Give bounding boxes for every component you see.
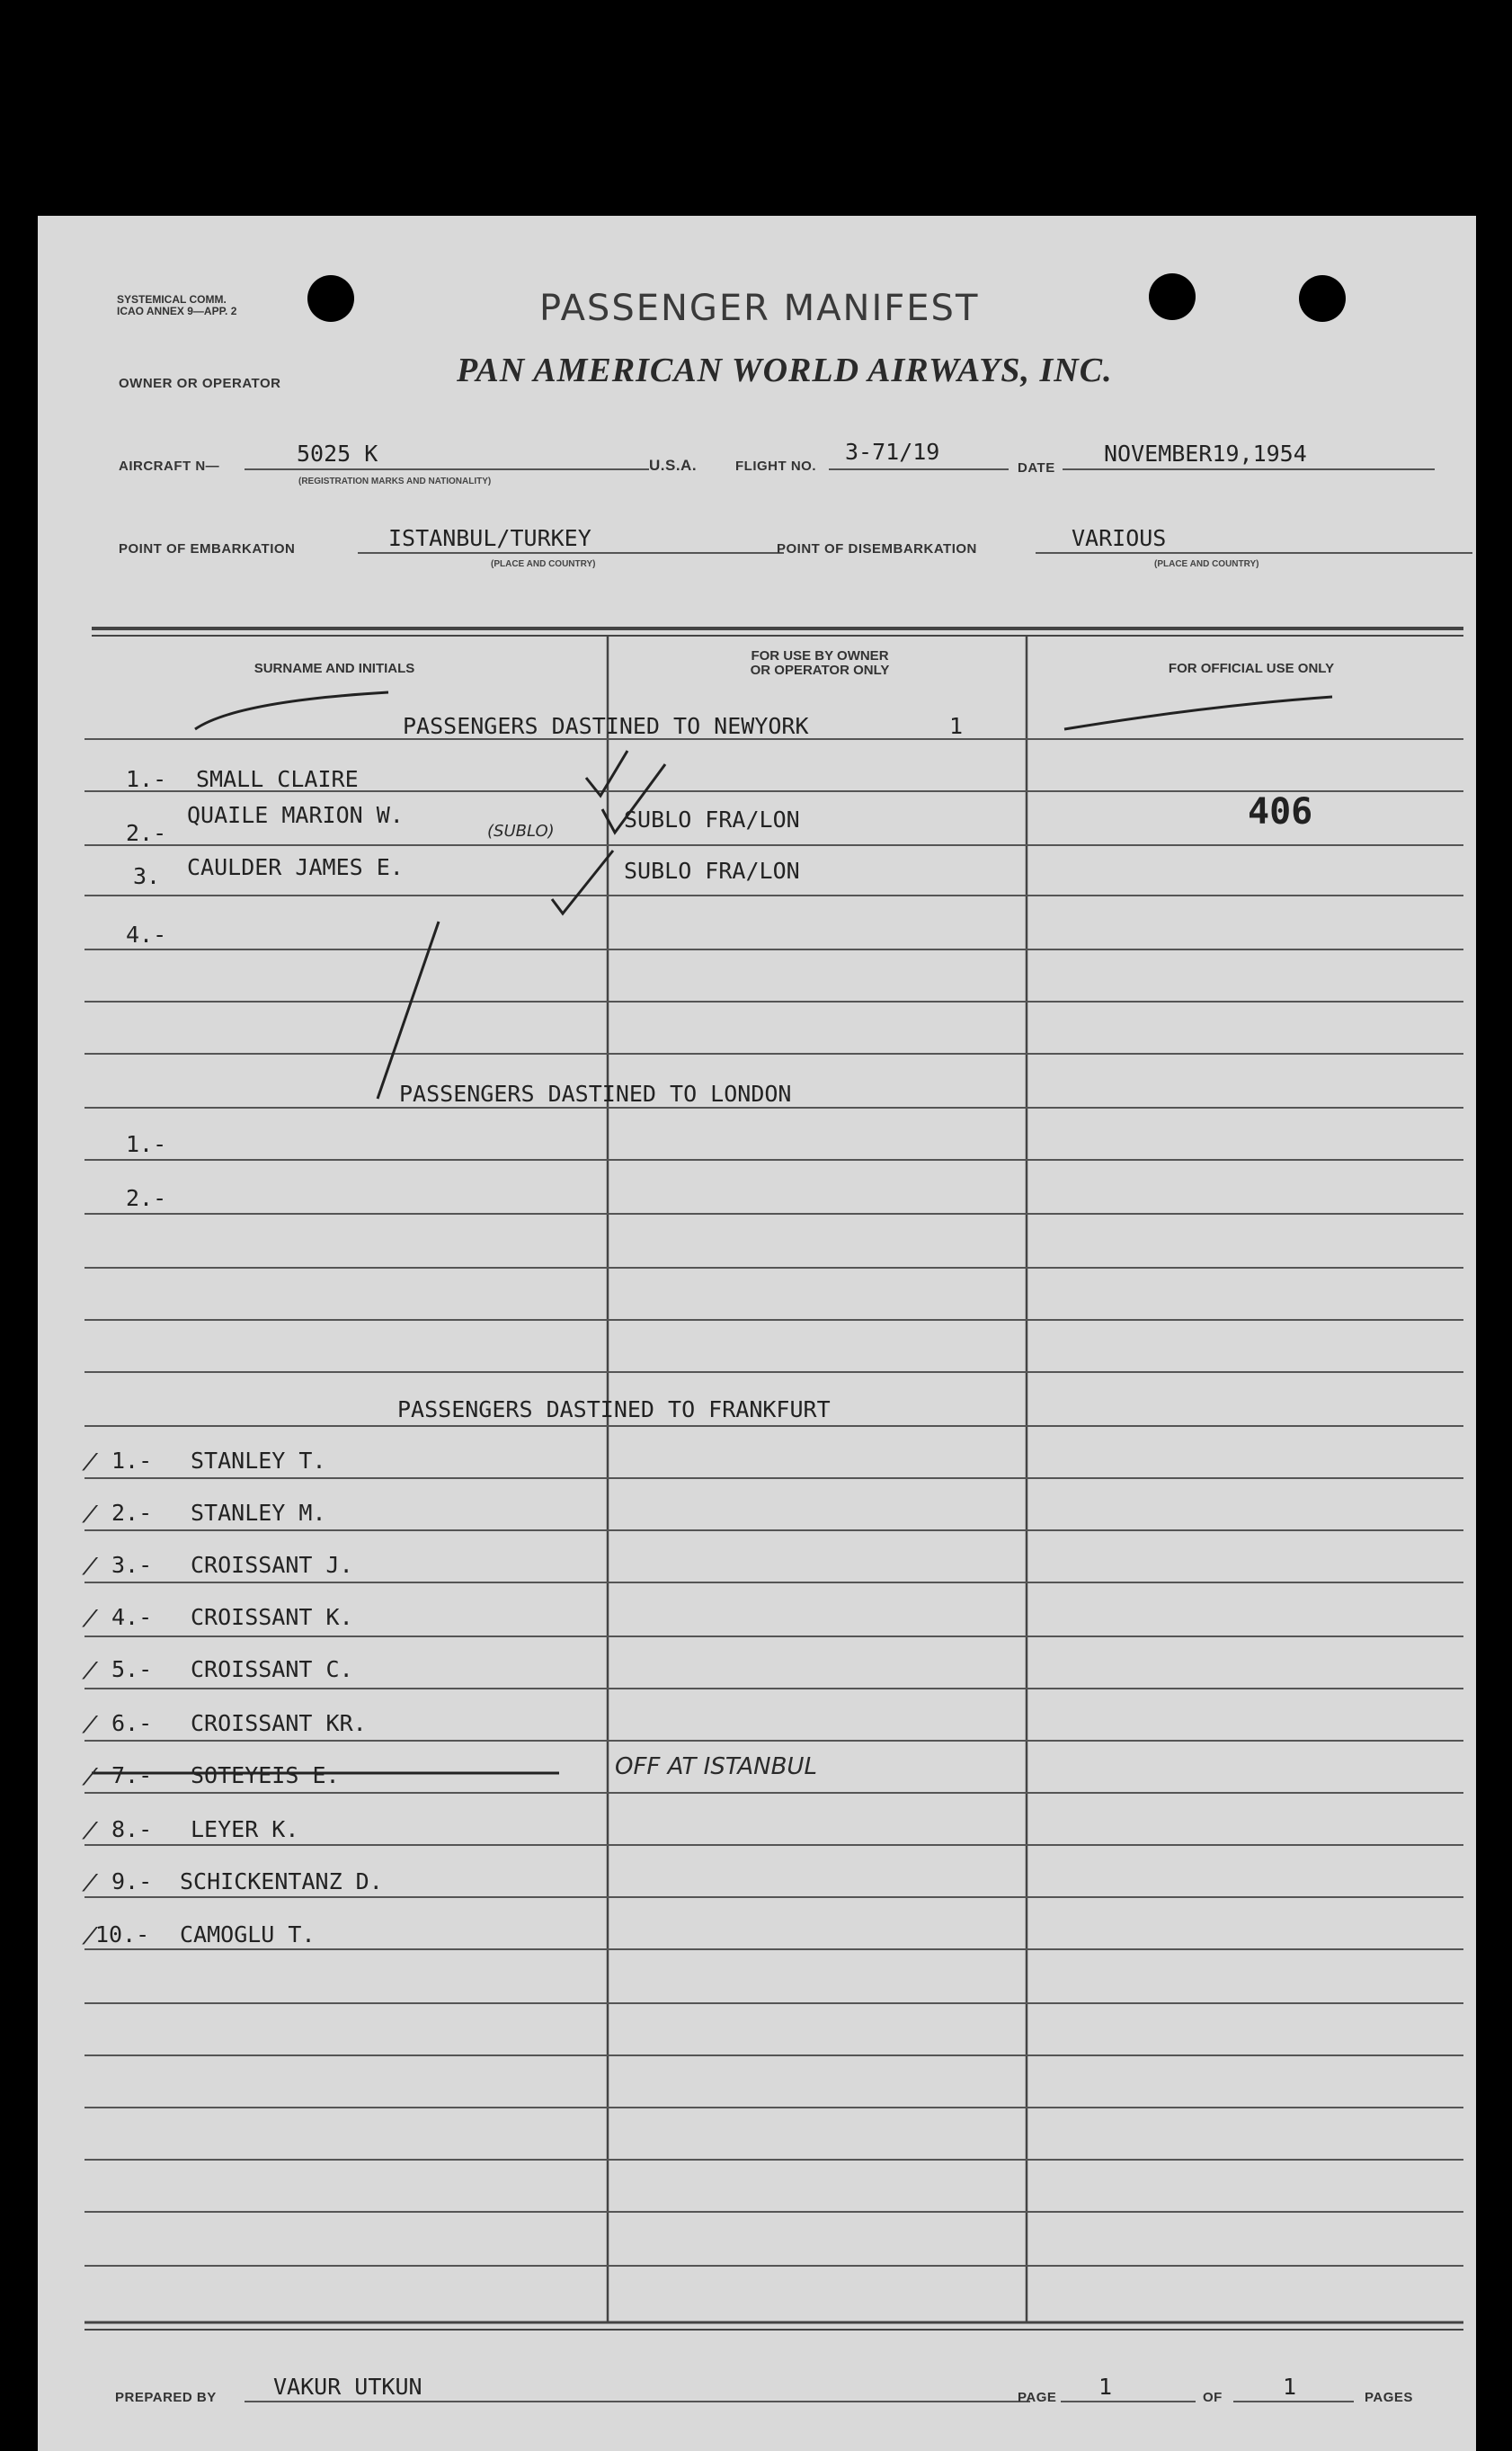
section-count-newyork: 1 [949,713,964,739]
check-mark: ⁄ [88,1606,93,1633]
ny-row-2-note: (SUBLO) [487,822,555,841]
check-mark: ⁄ [88,1870,93,1897]
manifest-page [38,216,1476,2451]
section-heading-newyork: PASSENGERS DASTINED TO NEWYORK [403,713,809,739]
london-row-1-num: 1.- [126,1131,167,1157]
embarkation-note: (PLACE AND COUNTRY) [491,559,596,569]
ny-row-2-owner: SUBLO FRA/LON [624,807,800,833]
ny-row-2-num: 2.- [126,820,167,846]
fra-row-3-num: 3.- [111,1552,153,1578]
fra-row-7-num: 7.- [111,1762,153,1788]
aircraft-value: 5025 K [297,441,378,467]
registration-note: (REGISTRATION MARKS AND NATIONALITY) [298,477,492,486]
check-mark: ⁄ [88,1658,93,1685]
official-header: FOR OFFICIAL USE ONLY [1168,661,1335,676]
date-value: NOVEMBER19,1954 [1104,441,1307,467]
country-label: U.S.A. [649,457,698,474]
fra-row-5-num: 5.- [111,1656,153,1682]
prepared-label: PREPARED BY [115,2390,217,2405]
fra-row-10-num: 10.- [95,1921,150,1947]
official-number: 406 [1248,791,1313,833]
disembarkation-note: (PLACE AND COUNTRY) [1154,559,1259,569]
disembarkation-label: POINT OF DISEMBARKATION [777,541,977,557]
fra-row-1-name: STANLEY T. [191,1448,326,1474]
flight-number: 3-71/19 [845,439,940,465]
check-mark: ⁄ [88,1554,93,1581]
fra-row-2-name: STANLEY M. [191,1500,326,1526]
owner-header-line-2: OR OPERATOR ONLY [750,663,890,678]
surname-header: SURNAME AND INITIALS [253,661,415,676]
owner-header [613,649,1027,678]
embarkation-label: POINT OF EMBARKATION [119,541,296,557]
ny-row-3-num: 3. [133,863,161,889]
flight-label: FLIGHT NO. [735,459,816,474]
ny-row-3-owner: SUBLO FRA/LON [624,858,800,884]
table-grid [38,216,1476,2451]
of-label: OF [1203,2390,1223,2405]
ny-row-1-name: SMALL CLAIRE [196,766,359,792]
date-label: DATE [1018,460,1055,476]
page-title: PASSENGER MANIFEST [539,288,980,329]
page-label: PAGE [1018,2390,1057,2405]
fra-row-6-num: 6.- [111,1710,153,1736]
fra-row-9-name: SCHICKENTANZ D. [180,1868,383,1894]
check-mark: ⁄ [88,1502,93,1529]
ny-row-2-name: QUAILE MARION W. [187,802,404,828]
check-mark: ⁄ [88,1818,93,1845]
section-heading-frankfurt: PASSENGERS DASTINED TO FRANKFURT [397,1396,831,1422]
ny-row-4-num: 4.- [126,922,167,948]
system-note-line-2: ICAO ANNEX 9—APP. 2 [117,305,237,317]
check-mark: ⁄ [88,1712,93,1739]
fra-row-5-name: CROISSANT C. [191,1656,353,1682]
check-mark: ⁄ [88,1923,93,1950]
disembarkation-value: VARIOUS [1072,525,1167,551]
fra-row-3-name: CROISSANT J. [191,1552,353,1578]
fra-row-7-owner: OFF AT ISTANBUL [615,1753,817,1780]
airline-name: PAN AMERICAN WORLD AIRWAYS, INC. [457,352,1113,389]
aircraft-label: AIRCRAFT N— [119,459,220,474]
fra-row-2-num: 2.- [111,1500,153,1526]
fra-row-6-name: CROISSANT KR. [191,1710,367,1736]
fra-row-9-num: 9.- [111,1868,153,1894]
pages-label: PAGES [1365,2390,1413,2405]
fra-row-4-name: CROISSANT K. [191,1604,353,1630]
owner-header-line-1: FOR USE BY OWNER [751,648,889,664]
fra-row-10-name: CAMOGLU T. [180,1921,316,1947]
fra-row-1-num: 1.- [111,1448,153,1474]
ny-row-3-name: CAULDER JAMES E. [187,854,404,880]
check-mark: ⁄ [88,1449,93,1476]
owner-label: OWNER OR OPERATOR [119,376,281,391]
fra-row-8-name: LEYER K. [191,1816,299,1842]
london-row-2-num: 2.- [126,1185,167,1211]
fra-row-4-num: 4.- [111,1604,153,1630]
fra-row-8-num: 8.- [111,1816,153,1842]
prepared-value: VAKUR UTKUN [273,2374,422,2400]
fra-row-7-name: SOTEYEIS E. [191,1762,340,1788]
embarkation-value: ISTANBUL/TURKEY [388,525,591,551]
page-number: 1 [1098,2374,1113,2400]
section-heading-london: PASSENGERS DASTINED TO LONDON [399,1081,792,1107]
ny-row-1-num: 1.- [126,766,167,792]
check-mark: ⁄ [88,1764,93,1791]
system-note-line-1: SYSTEMICAL COMM. [117,293,227,306]
page-total: 1 [1283,2374,1297,2400]
